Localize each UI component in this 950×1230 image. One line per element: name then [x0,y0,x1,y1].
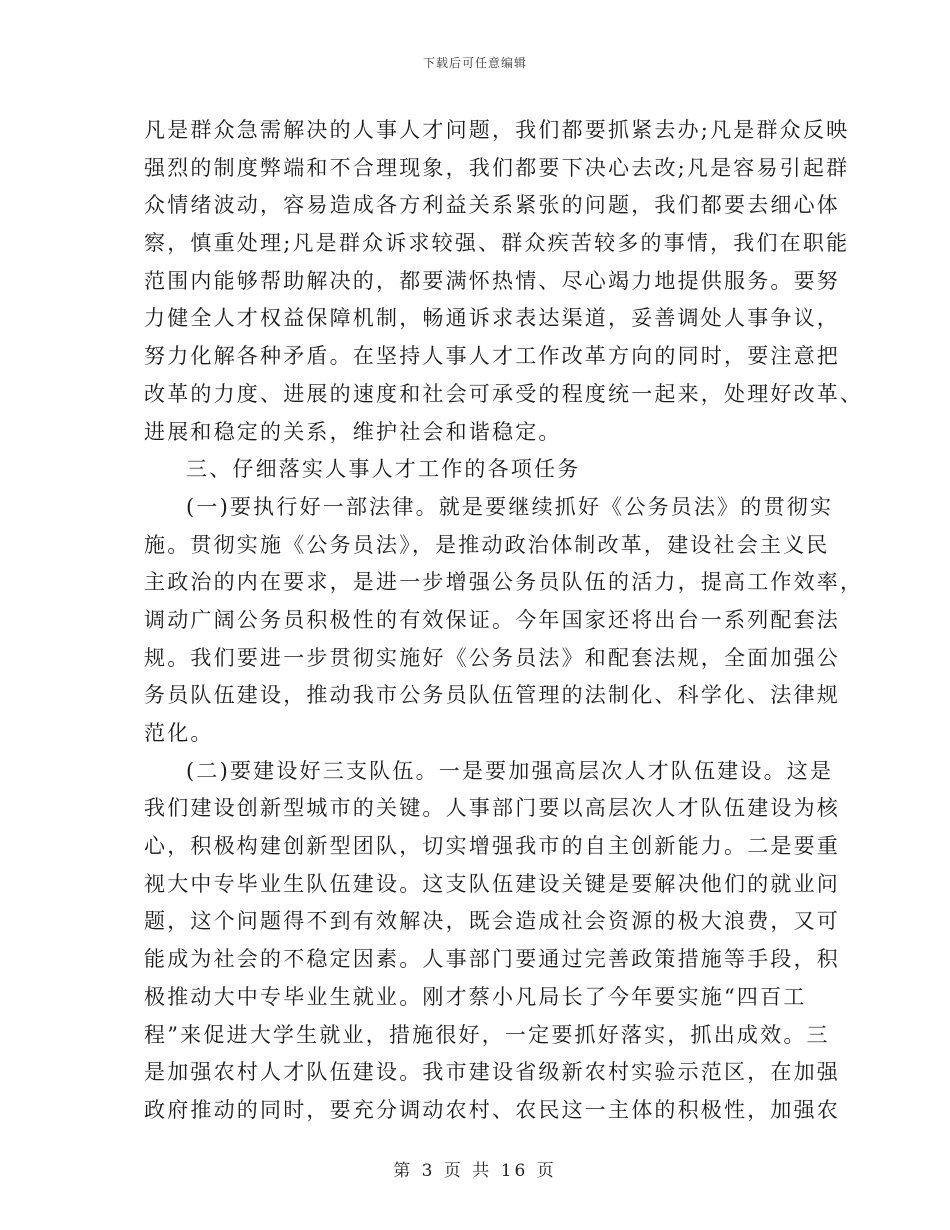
text-line: 是加强农村人才队伍建设。我市建设省级新农村实验示范区，在加强 [144,1060,840,1085]
text-line: 众情绪波动，容易造成各方利益关系紧张的问题，我们都要去细心体 [144,193,840,218]
text-line: 强烈的制度弊端和不合理现象，我们都要下决心去改;凡是容易引起群 [144,155,850,180]
body-text [144,112,864,1130]
text-line: 能成为社会的不稳定因素。人事部门要通过完善政策措施等手段，积 [144,947,840,972]
text-line: 范围内能够帮助解决的，都要满怀热情、尽心竭力地提供服务。要努 [144,268,840,293]
text-line: 极推动大中专毕业生就业。刚才蔡小凡局长了今年要实施“四百工 [144,984,807,1009]
text-line: 凡是群众急需解决的人事人才问题，我们都要抓紧去办;凡是群众反映 [144,118,850,142]
footer-prefix: 第 [393,1161,414,1181]
current-page-number: 3 [421,1161,436,1181]
text-line: (一)要执行好一部法律。就是要继续抓好《公务员法》的贯彻实 [186,494,834,519]
text-line: 题，这个问题得不到有效解决，既会造成社会资源的极大浪费，又可 [144,909,840,934]
section-heading: 三、仔细落实人事人才工作的各项任务 [186,457,581,482]
text-line: (二)要建设好三支队伍。一是要加强高层次人才队伍建设。这是 [186,758,834,783]
text-line: 务员队伍建设，推动我市公务员队伍管理的法制化、科学化、法律规 [144,683,840,708]
text-line: 范化。 [144,721,214,745]
text-line: 进展和稳定的关系，维护社会和谐稳定。 [144,419,562,444]
footer-suffix: 页 [536,1161,557,1181]
total-page-count: 16 [500,1161,529,1181]
text-line: 主政治的内在要求，是进一步增强公务员队伍的活力，提高工作效率， [144,570,864,595]
text-line: 力健全人才权益保障机制，畅通诉求表达渠道，妥善调处人事争议， [144,306,840,331]
text-line: 施。贯彻实施《公务员法》，是推动政治体制改革，建设社会主义民 [144,532,830,557]
text-line: 视大中专毕业生队伍建设。这支队伍建设关键是要解决他们的就业问 [144,871,840,896]
page-header: 下载后可任意编辑 [422,56,527,70]
text-line: 政府推动的同时，要充分调动农村、农民这一主体的积极性，加强农 [144,1097,840,1122]
text-line: 努力化解各种矛盾。在坚持人事人才工作改革方向的同时，要注意把 [144,344,840,369]
text-line: 心，积极构建创新型团队，切实增强我市的自主创新能力。二是要重 [144,834,840,859]
page-footer [0,1156,950,1181]
text-line: 调动广阔公务员积极性的有效保证。今年国家还将出台一系列配套法 [144,607,840,632]
text-line: 规。我们要进一步贯彻实施好《公务员法》和配套法规，全面加强公 [144,645,840,670]
text-line: 我们建设创新型城市的关键。人事部门要以高层次人才队伍建设为核 [144,796,840,821]
text-line: 察，慎重处理;凡是群众诉求较强、群众疾苦较多的事情，我们在职能 [144,231,850,256]
text-line: 改革的力度、进展的速度和社会可承受的程度统一起来，处理好改革、 [144,381,864,406]
text-line: 程”来促进大学生就业，措施很好，一定要抓好落实，抓出成效。三 [144,1022,830,1047]
footer-middle: 页 共 [443,1161,493,1181]
